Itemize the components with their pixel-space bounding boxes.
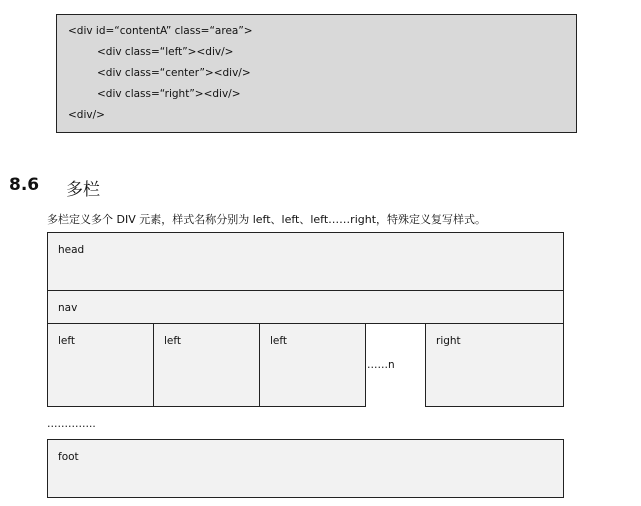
left-column-3 [259,323,366,407]
section-title: 多栏 [66,180,100,200]
code-line-4: <div class=“right”><div/> [97,88,241,100]
ellipsis-n-label: ……n [367,359,395,371]
code-block [56,14,577,133]
nav-label: nav [58,302,78,314]
section-description: 多栏定义多个 DIV 元素，样式名称分别为 left、left、left……right，特殊定义复写样式。 [47,213,487,226]
code-line-1: <div id=“contentA” class=“area”> [68,25,253,37]
code-line-3: <div class=“center”><div/> [97,67,251,79]
left-label-2: left [164,335,182,347]
section-number: 8.6 [9,175,40,195]
foot-box [47,439,564,498]
left-column-2 [153,323,260,407]
head-label: head [58,244,85,256]
right-label: right [436,335,461,347]
right-column [425,323,564,407]
left-column-1 [47,323,154,407]
left-label-1: left [58,335,76,347]
code-line-2: <div class=“left”><div/> [97,46,234,58]
dots-label: ………….. [47,418,96,430]
left-label-3: left [270,335,288,347]
head-box [47,232,564,291]
nav-box [47,290,564,324]
code-line-5: <div/> [68,109,105,121]
foot-label: foot [58,451,79,463]
